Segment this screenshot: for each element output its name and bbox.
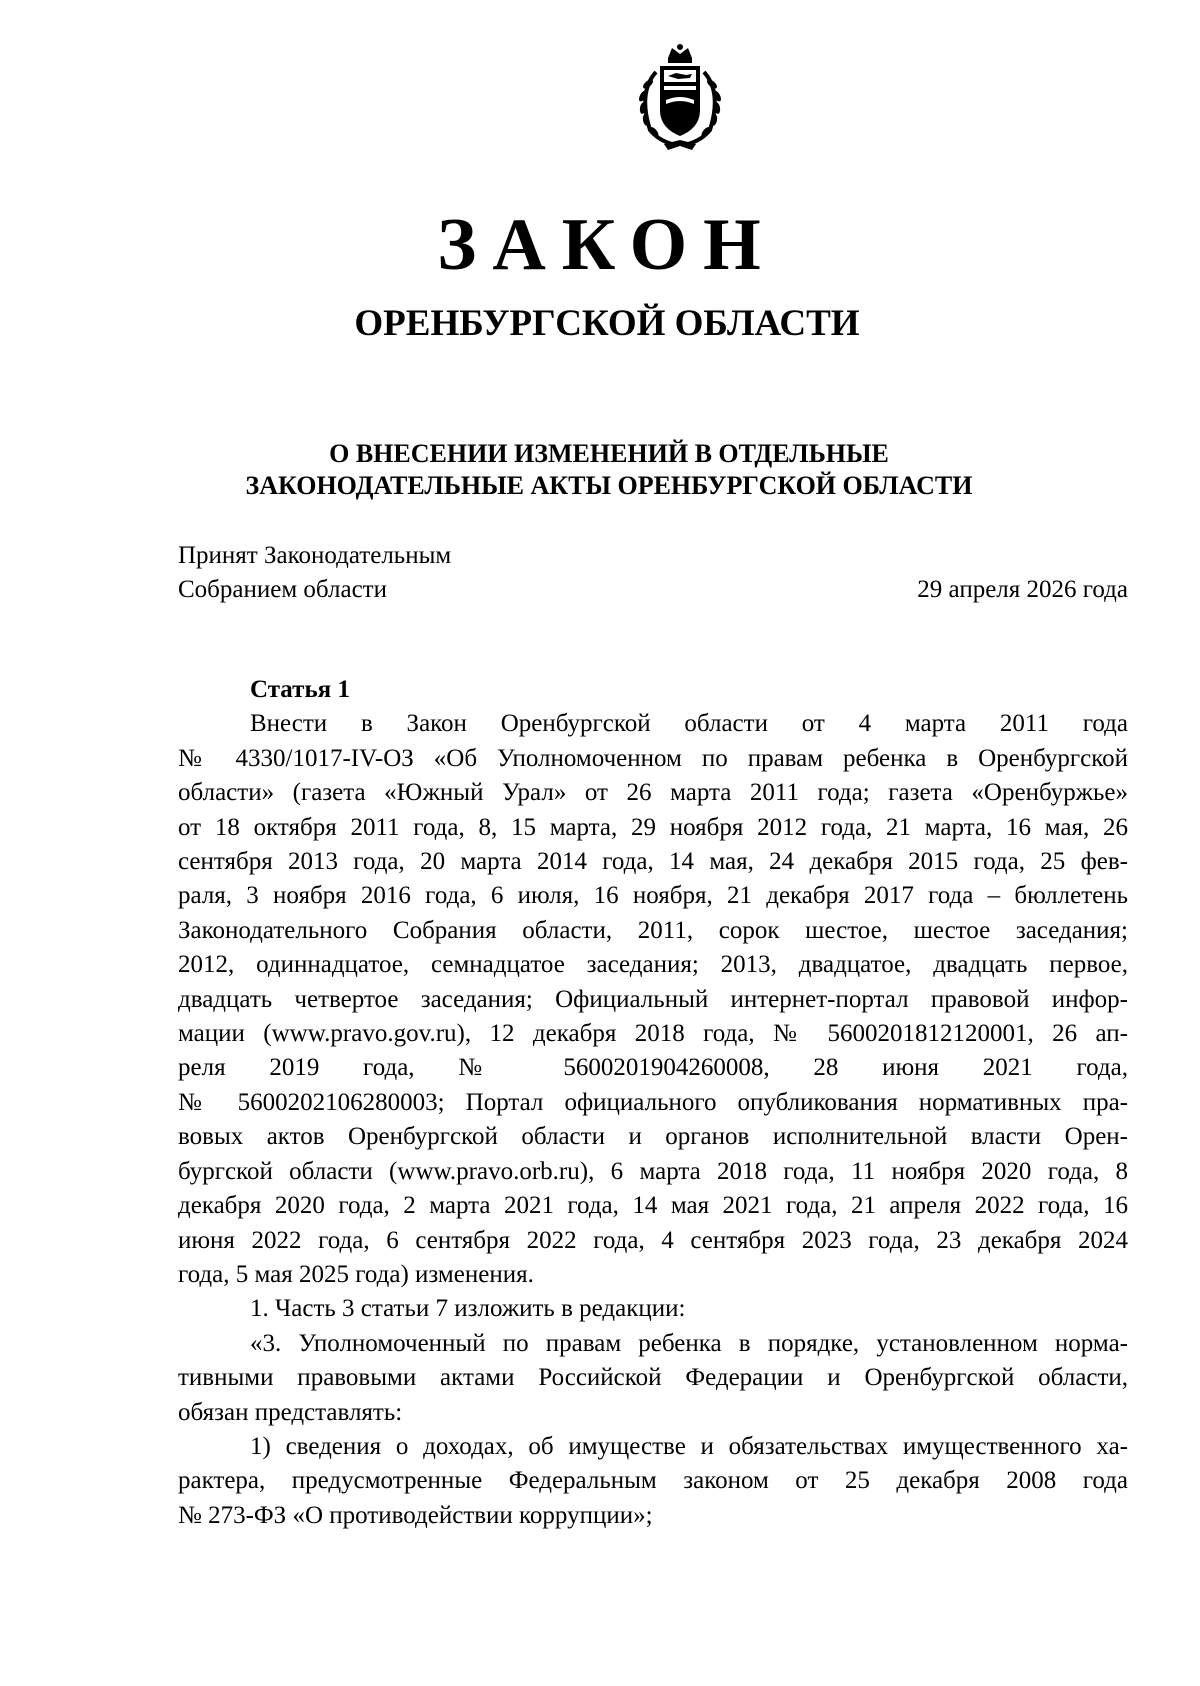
text-line: 2012, одиннадцатое, семнадцатое заседания; 2013, двадцатое, двадцать первое,: [178, 951, 1128, 979]
text-line: от 18 октября 2011 года, 8, 15 марта, 29 ноября 2012 года, 21 марта, 16 мая, 26: [178, 813, 1128, 841]
text-line: № 4330/1017-IV-ОЗ «Об Уполномоченном по правам ребенка в Оренбургской: [178, 744, 1128, 772]
text-line: бургской области (www.pravo.orb.ru), 6 марта 2018 года, 11 ноября 2020 года, 8: [178, 1157, 1128, 1185]
adoption-line: Собранием области: [178, 576, 387, 603]
text-line: Внести в Закон Оренбургской области от 4 марта 2011 года: [250, 710, 1128, 738]
adoption-date: 29 апреля 2026 года: [917, 576, 1128, 603]
text-line: раля, 3 ноября 2016 года, 6 июля, 16 ноября, 21 декабря 2017 года – бюллетень: [178, 882, 1128, 910]
text-line: 1) сведения о доходах, об имуществе и обязательствах имущественного ха-: [250, 1432, 1128, 1460]
text-line: № 273-ФЗ «О противодействии коррупции»;: [178, 1501, 653, 1529]
article-heading: Статья 1: [250, 676, 350, 703]
text-line: тивными правовыми актами Российской Федерации и Оренбургской области,: [178, 1364, 1128, 1392]
quoted-text: [178, 1327, 1128, 1430]
text-line: вовых актов Оренбургской области и органов исполнительной власти Орен-: [178, 1123, 1128, 1151]
text-line: декабря 2020 года, 2 марта 2021 года, 14 мая 2021 года, 21 апреля 2022 года, 16: [178, 1192, 1128, 1220]
text-line: июня 2022 года, 6 сентября 2022 года, 4 сентября 2023 года, 23 декабря 2024: [178, 1226, 1128, 1254]
text-line: «3. Уполномоченный по правам ребенка в порядке, установленном норма-: [250, 1329, 1128, 1357]
text-line: года, 5 мая 2025 года) изменения.: [178, 1260, 534, 1288]
law-title: ЗАКОН: [437, 204, 777, 286]
text-line: области» (газета «Южный Урал» от 26 марта 2011 года; газета «Оренбуржье»: [178, 779, 1128, 807]
law-subject-line: ЗАКОНОДАТЕЛЬНЫЕ АКТЫ ОРЕНБУРГСКОЙ ОБЛАСТИ: [245, 471, 973, 500]
text-line: обязан представлять:: [178, 1398, 403, 1426]
article-intro-paragraph: [178, 707, 1128, 1292]
coat-of-arms-icon: [628, 44, 732, 152]
text-line: Законодательного Собрания области, 2011, сорок шестое, шестое заседания;: [178, 916, 1128, 944]
text-line: № 5600202106280003; Портал официального опубликования нормативных пра-: [178, 1088, 1128, 1116]
law-subject: [0, 438, 1200, 502]
text-line: двадцать четвертое заседания; Официальный интернет-портал правовой инфор-: [178, 985, 1128, 1013]
amendment-item: 1. Часть 3 статьи 7 изложить в редакции:: [250, 1295, 686, 1323]
adoption-note: [178, 539, 451, 607]
law-subject-line: О ВНЕСЕНИИ ИЗМЕНЕНИЙ В ОТДЕЛЬНЫЕ: [329, 439, 889, 468]
text-line: сентября 2013 года, 20 марта 2014 года, 14 мая, 24 декабря 2015 года, 25 фев-: [178, 848, 1128, 876]
article-body: [178, 673, 1128, 1533]
text-line: рактера, предусмотренные Федеральным законом от 25 декабря 2008 года: [178, 1467, 1128, 1495]
sub-item: [178, 1430, 1128, 1533]
region-title: ОРЕНБУРГСКОЙ ОБЛАСТИ: [354, 303, 860, 344]
adoption-line: Принят Законодательным: [178, 542, 452, 569]
text-line: мации (www.pravo.gov.ru), 12 декабря 2018 года, № 5600201812120001, 26 ап-: [178, 1020, 1128, 1048]
text-line: реля 2019 года, № 5600201904260008, 28 июня 2021 года,: [178, 1054, 1128, 1082]
